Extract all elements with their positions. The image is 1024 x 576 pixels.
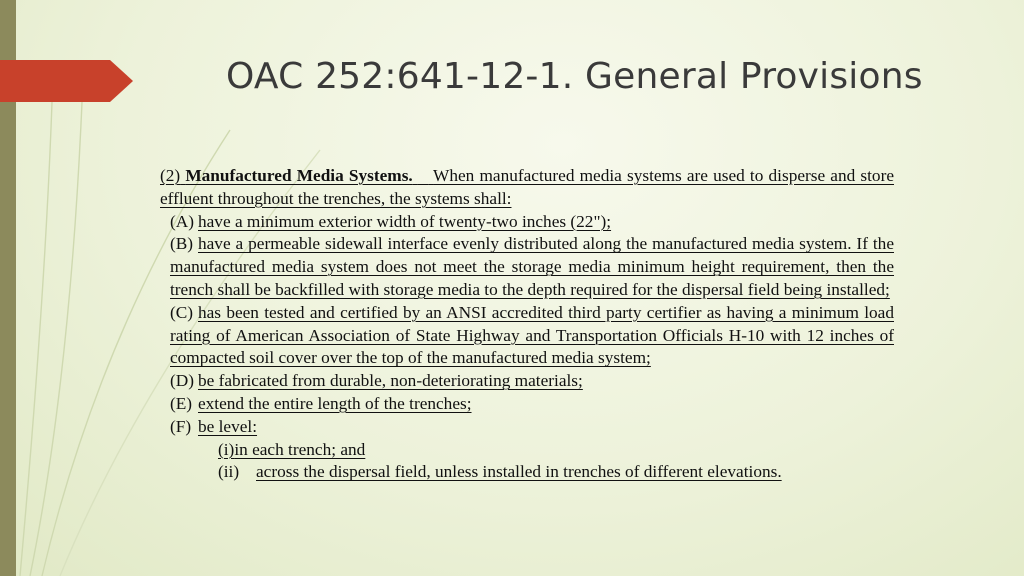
decor-line-1 <box>20 102 52 576</box>
item-marker: (A) <box>170 211 194 231</box>
subitem-text: in each trench; and <box>234 439 366 459</box>
red-pentagon-arrow-icon <box>0 60 133 102</box>
list-item-c <box>160 302 894 370</box>
subitem-marker: (i) <box>218 439 235 459</box>
sub-item-i <box>160 439 894 462</box>
subitem-text: across the dispersal field, unless installed in trenches of different elevations. <box>256 462 782 482</box>
item-marker: (B) <box>170 234 194 254</box>
item-text: be fabricated from durable, non-deteriorating materials; <box>198 371 583 391</box>
list-item-e <box>160 393 894 416</box>
section-intro <box>160 165 894 211</box>
provision-text <box>160 165 894 484</box>
list-item-b <box>160 233 894 301</box>
section-heading: Manufactured Media Systems. <box>185 166 413 185</box>
item-text: has been tested and certified by an ANSI accredited third party certifier as having a minimum load rating of American Association of State Highway and Transportation Officials H-10 with 12 inches of compacted soil cover over the top of the manufactured media system; <box>170 302 894 368</box>
section-number: (2) <box>160 166 181 185</box>
item-marker: (C) <box>170 302 194 322</box>
decor-line-2 <box>30 102 82 576</box>
item-text: extend the entire length of the trenches; <box>198 393 472 413</box>
item-marker: (F) <box>170 416 192 436</box>
item-text: have a minimum exterior width of twenty-two inches (22"); <box>198 211 612 231</box>
item-marker: (D) <box>170 371 194 391</box>
list-item-a <box>160 211 894 234</box>
list-item-d <box>160 370 894 393</box>
slide-title: OAC 252:641-12-1. General Provisions <box>226 56 923 97</box>
subitem-marker: (ii) <box>218 462 240 482</box>
item-marker: (E) <box>170 393 193 413</box>
section-intro-text: When manufactured media systems are used to disperse and store effluent throughout the trenches, the systems shall: <box>160 166 894 208</box>
item-text: have a permeable sidewall interface evenly distributed along the manufactured media system. If the manufactured media system does not meet the storage media minimum height requirement, then the trench shall be backfilled with storage media to the depth required for the dispersal field being installed; <box>170 234 894 299</box>
sub-item-ii <box>160 461 894 484</box>
left-sidebar-bar <box>0 0 16 576</box>
item-text: be level: <box>198 416 258 436</box>
list-item-f <box>160 416 894 439</box>
